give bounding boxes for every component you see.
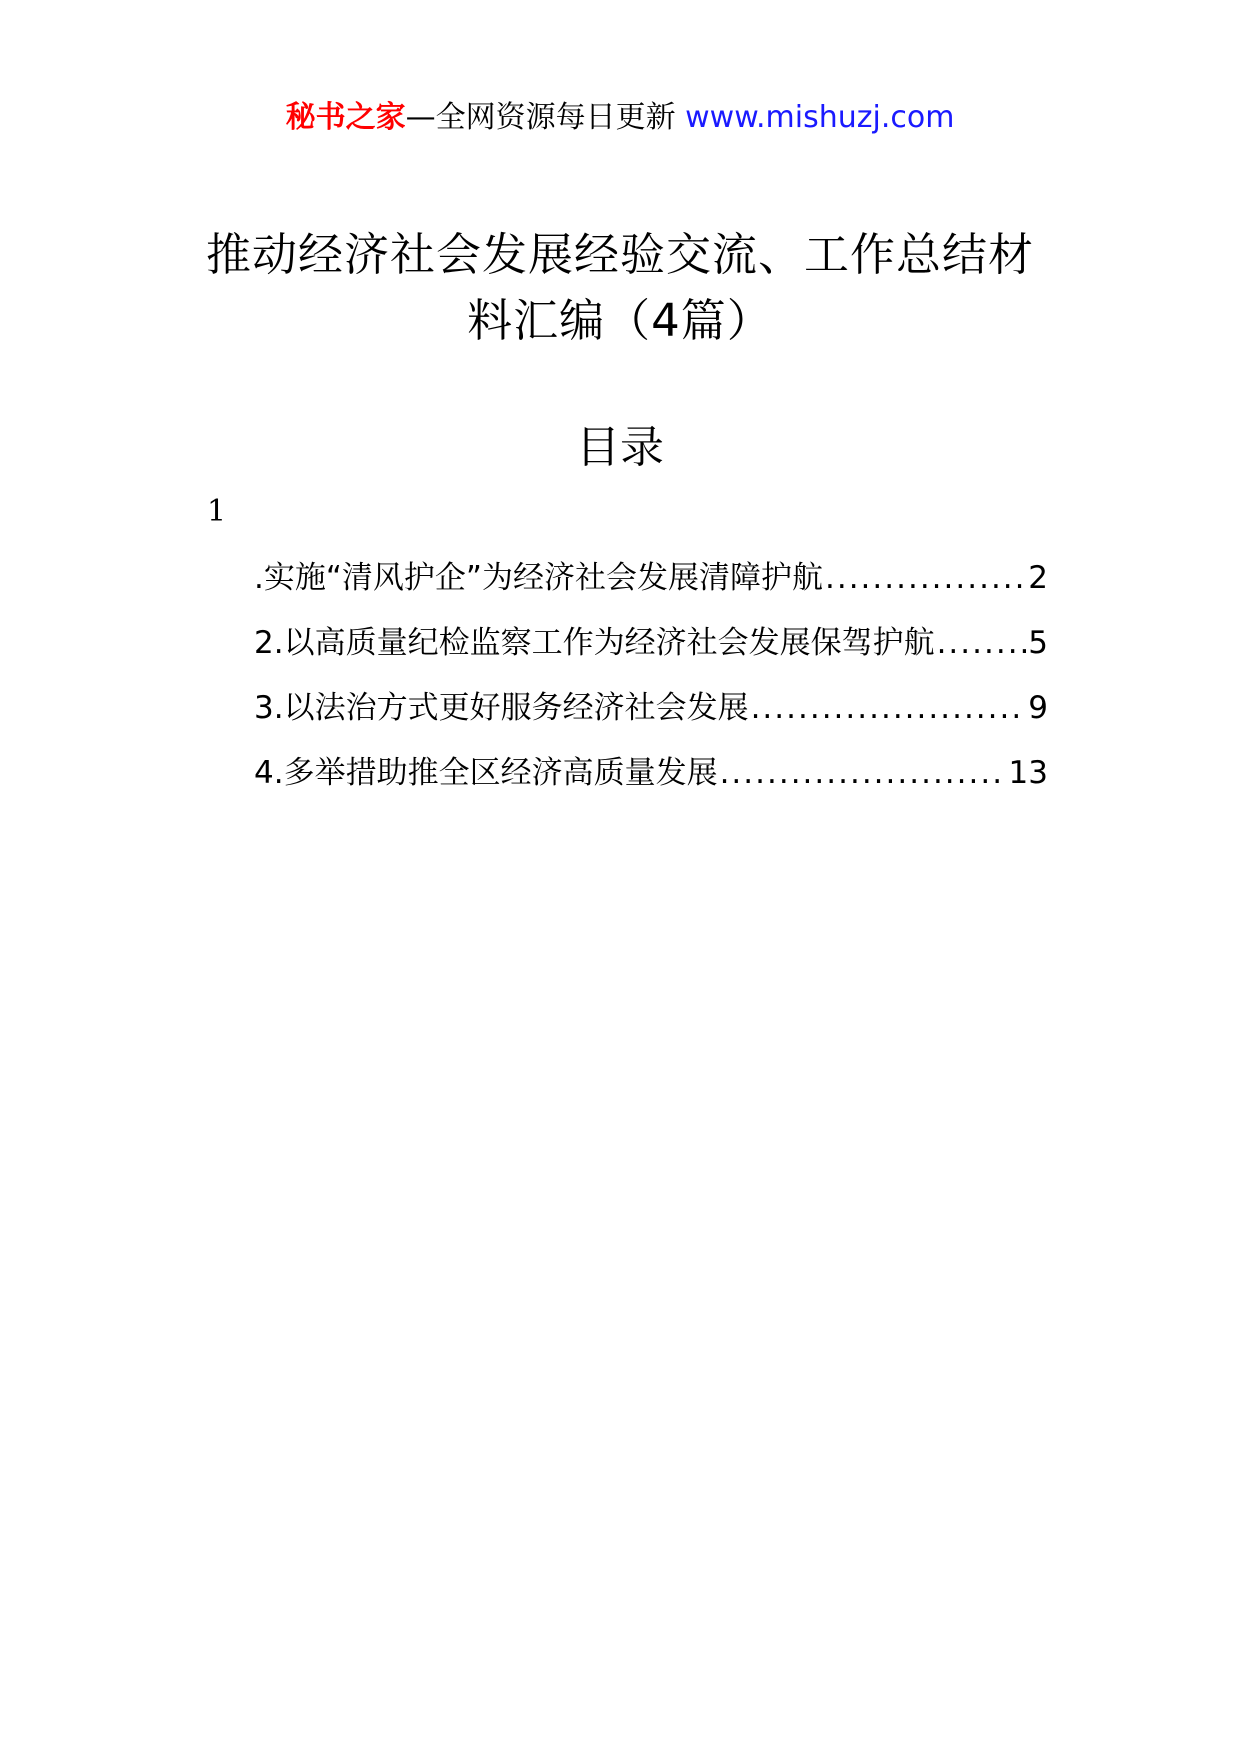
toc-entry-label: 3.以法治方式更好服务经济社会发展 — [254, 690, 749, 726]
stray-page-number: 1 — [207, 494, 227, 529]
toc-dot-leader — [825, 558, 1026, 598]
title-line-1: 推动经济社会发展经验交流、工作总结材 — [205, 228, 1034, 281]
site-url[interactable]: www.mishuzj.com — [685, 100, 955, 135]
toc-entry[interactable] — [254, 558, 1048, 623]
site-header — [0, 98, 1240, 138]
toc-entry-page: 2 — [1028, 560, 1048, 596]
toc-entry[interactable] — [254, 623, 1048, 688]
toc-entry-page: 5 — [1028, 625, 1048, 661]
toc-dot-leader — [720, 753, 1007, 793]
brand-name: 秘书之家 — [285, 100, 406, 135]
toc-dot-leader — [937, 623, 1027, 663]
toc-entry-page: 9 — [1028, 690, 1048, 726]
table-of-contents — [254, 558, 1048, 818]
toc-entry-label: 2.以高质量纪检监察工作为经济社会发展保驾护航 — [254, 625, 935, 661]
toc-entry-label: .实施“清风护企”为经济社会发展清障护航 — [254, 560, 823, 596]
header-tagline: —全网资源每日更新 — [405, 100, 676, 135]
toc-dot-leader — [751, 688, 1027, 728]
toc-entry[interactable] — [254, 688, 1048, 753]
toc-entry[interactable] — [254, 753, 1048, 818]
toc-heading: 目录 — [576, 422, 664, 473]
toc-entry-page: 13 — [1008, 755, 1048, 791]
title-line-2: 料汇编（4篇） — [467, 294, 773, 347]
toc-entry-label: 4.多举措助推全区经济高质量发展 — [254, 755, 718, 791]
document-title — [180, 222, 1060, 354]
